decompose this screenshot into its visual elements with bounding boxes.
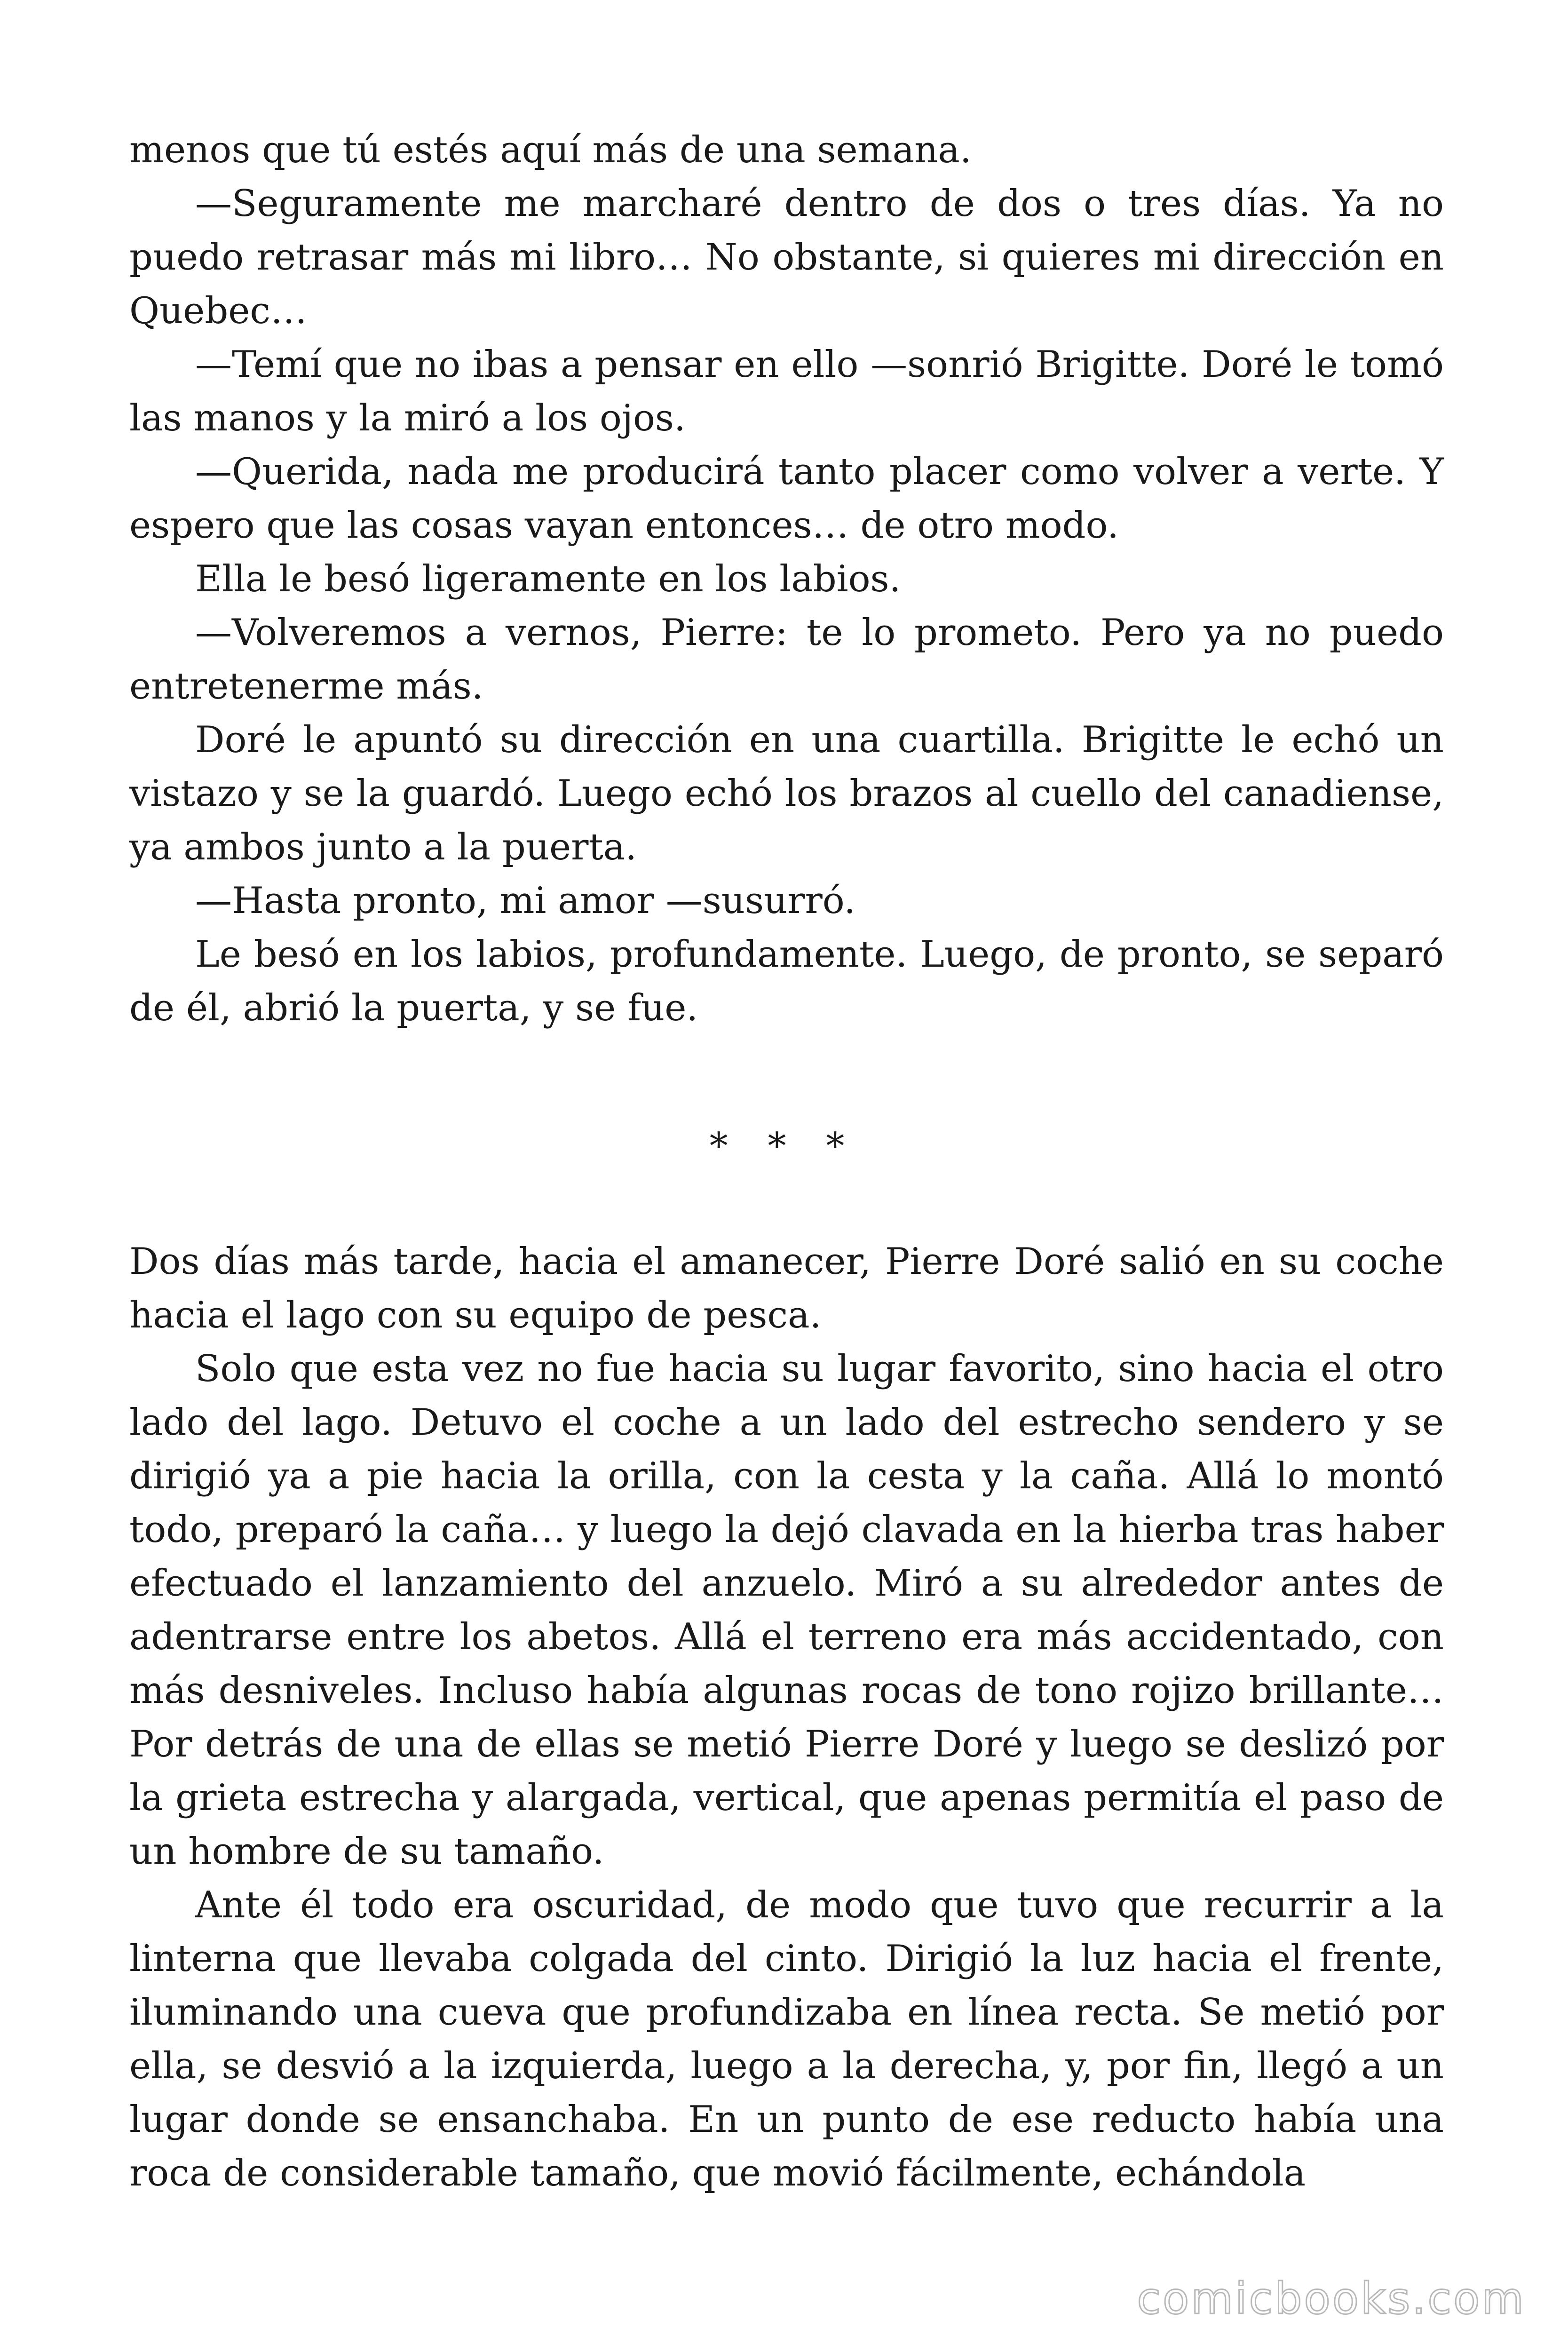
- paragraph: Ella le besó ligeramente en los labios.: [195, 558, 901, 600]
- section-separator: * * *: [709, 1125, 859, 1168]
- paragraph: Dos días más tarde, hacia el amanecer, Pierre Doré salió en su coche hacia el lago con su equipo de pesca.: [129, 1240, 1444, 1336]
- paragraph: —Seguramente me marcharé dentro de dos o tres días. Ya no puedo retrasar más mi libro… No obstante, si quieres mi dirección en Quebec…: [129, 183, 1444, 332]
- paragraph: Le besó en los labios, profundamente. Luego, de pronto, se separó de él, abrió la puerta, y se fue.: [129, 933, 1444, 1029]
- paragraph: —Volveremos a vernos, Pierre: te lo prometo. Pero ya no puedo entretenerme más.: [129, 612, 1444, 707]
- paragraph: menos que tú estés aquí más de una semana.: [129, 129, 972, 171]
- paragraph: Solo que esta vez no fue hacia su lugar favorito, sino hacia el otro lado del lago. Detuvo el coche a un lado del estrecho sendero y se dirigió ya a pie hacia la orilla, con la cesta y la caña. Allá lo montó todo, preparó la caña… y luego la dejó clavada en la hierba tras haber efectuado el lanzamiento del anzuelo. Miró a su alrededor antes de adentrarse entre los abetos. Allá el terreno era más accidentado, con más desniveles. Incluso había algunas rocas de tono rojizo brillante… Por detrás de una de ellas se metió Pierre Doré y luego se deslizó por la grieta estrecha y alargada, vertical, que apenas permitía el paso de un hombre de su tamaño.: [129, 1348, 1444, 1873]
- paragraph: Doré le apuntó su dirección en una cuartilla. Brigitte le echó un vistazo y se la guardó. Luego echó los brazos al cuello del canadiense, ya ambos junto a la puerta.: [129, 719, 1444, 868]
- paragraph: Ante él todo era oscuridad, de modo que tuvo que recurrir a la linterna que llevaba colgada del cinto. Dirigió la luz hacia el frente, iluminando una cueva que profundizaba en línea recta. Se metió por ella, se desvió a la izquierda, luego a la derecha, y, por fin, llegó a un lugar donde se ensanchaba. En un punto de ese reducto había una roca de considerable tamaño, que movió fácilmente, echándola: [129, 1884, 1444, 2194]
- paragraph: —Temí que no ibas a pensar en ello —sonrió Brigitte. Doré le tomó las manos y la miró a los ojos.: [129, 343, 1444, 439]
- paragraph: —Hasta pronto, mi amor —susurró.: [195, 880, 856, 922]
- text-section-2: [129, 1235, 1444, 2200]
- paragraph: —Querida, nada me producirá tanto placer como volver a verte. Y espero que las cosas vayan entonces… de otro modo.: [129, 451, 1444, 547]
- text-section-1: [129, 123, 1444, 1035]
- watermark: comicbooks.com: [1137, 2273, 1526, 2324]
